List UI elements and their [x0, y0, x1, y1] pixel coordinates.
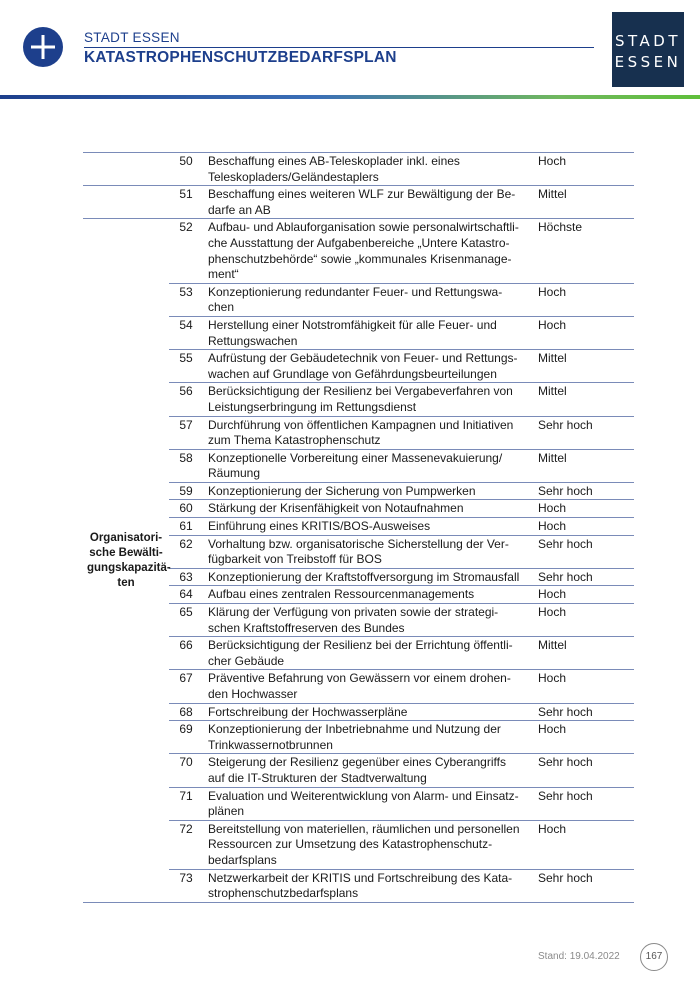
- measure-priority: Sehr hoch: [528, 568, 634, 586]
- measure-description: Bereitstellung von materiellen, räumlichen und personellen Ressourcen zur Umsetzung des Katastrophenschutzbedarfsplans: [203, 820, 528, 869]
- measure-number: 63: [169, 568, 203, 586]
- document-title: KATASTROPHENSCHUTZBEDARFSPLAN: [84, 49, 397, 66]
- table-row: [83, 219, 634, 283]
- measure-number: 69: [169, 721, 203, 754]
- measure-description: Steigerung der Resilienz gegenüber eines Cyberangriffs auf die IT-Strukturen der Stadtverwaltung: [203, 754, 528, 787]
- measure-description: Klärung der Verfügung von privaten sowie der strategischen Kraftstoffreserven des Bundes: [203, 604, 528, 637]
- table-row: [83, 153, 634, 186]
- measure-description: Durchführung von öffentlichen Kampagnen und Initiativen zum Thema Katastrophenschutz: [203, 416, 528, 449]
- measure-number: 50: [169, 153, 203, 186]
- measure-number: 52: [169, 219, 203, 283]
- measure-priority: Sehr hoch: [528, 787, 634, 820]
- category-empty-cell: [83, 186, 169, 219]
- measure-description: Konzeptionierung der Inbetriebnahme und Nutzung der Trinkwassernotbrunnen: [203, 721, 528, 754]
- measure-description: Beschaffung eines weiteren WLF zur Bewältigung der Bedarfe an AB: [203, 186, 528, 219]
- measure-number: 67: [169, 670, 203, 703]
- measure-description: Konzeptionierung der Kraftstoffversorgung im Stromausfall: [203, 568, 528, 586]
- measure-number: 55: [169, 350, 203, 383]
- measure-description: Berücksichtigung der Resilienz bei der Errichtung öffentlicher Gebäude: [203, 637, 528, 670]
- measure-priority: Sehr hoch: [528, 754, 634, 787]
- measure-description: Konzeptionierung redundanter Feuer- und Rettungswachen: [203, 283, 528, 316]
- category-cell: [83, 219, 169, 902]
- measure-number: 57: [169, 416, 203, 449]
- measure-number: 59: [169, 482, 203, 500]
- measure-priority: Mittel: [528, 186, 634, 219]
- measure-priority: Sehr hoch: [528, 535, 634, 568]
- measure-description: Präventive Befahrung von Gewässern vor einem drohenden Hochwasser: [203, 670, 528, 703]
- measure-description: Herstellung einer Notstromfähigkeit für alle Feuer- und Rettungswachen: [203, 316, 528, 349]
- plus-icon: [23, 27, 63, 67]
- category-line: ten: [117, 576, 135, 589]
- measure-number: 65: [169, 604, 203, 637]
- measure-number: 60: [169, 500, 203, 518]
- measure-number: 53: [169, 283, 203, 316]
- measure-number: 62: [169, 535, 203, 568]
- measures-table-wrapper: [83, 152, 617, 903]
- measure-number: 54: [169, 316, 203, 349]
- document-date: Stand: 19.04.2022: [538, 951, 620, 962]
- measure-priority: Hoch: [528, 153, 634, 186]
- measure-priority: Hoch: [528, 316, 634, 349]
- measure-priority: Mittel: [528, 350, 634, 383]
- measures-table-body: [83, 153, 634, 903]
- measure-priority: Sehr hoch: [528, 416, 634, 449]
- measure-number: 56: [169, 383, 203, 416]
- measure-description: Netzwerkarbeit der KRITIS und Fortschreibung des Katastrophenschutzbedarfsplans: [203, 869, 528, 902]
- category-empty-cell: [83, 153, 169, 186]
- measure-priority: Mittel: [528, 383, 634, 416]
- measure-number: 64: [169, 586, 203, 604]
- header-divider: [84, 47, 594, 48]
- measure-description: Evaluation und Weiterentwicklung von Alarm- und Einsatzplänen: [203, 787, 528, 820]
- stadt-essen-logo: [612, 12, 684, 87]
- org-name: STADT ESSEN: [84, 30, 180, 45]
- measure-description: Aufbau- und Ablauforganisation sowie personalwirtschaftliche Ausstattung der Aufgabenbereiche „Untere Katastrophenschutzbehörde“ sowie „kommunales Krisenmanagement“: [203, 219, 528, 283]
- page-header: [0, 0, 700, 100]
- measure-description: Berücksichtigung der Resilienz bei Vergabeverfahren von Leistungserbringung im Rettungsdienst: [203, 383, 528, 416]
- measure-number: 66: [169, 637, 203, 670]
- measure-description: Konzeptionelle Vorbereitung einer Massenevakuierung/ Räumung: [203, 449, 528, 482]
- measures-table: [83, 152, 634, 903]
- measure-description: Stärkung der Krisenfähigkeit von Notaufnahmen: [203, 500, 528, 518]
- measure-number: 71: [169, 787, 203, 820]
- category-line: Organisatori-: [89, 531, 163, 544]
- category-line: gungskapazitä-: [87, 561, 171, 574]
- table-row: [83, 186, 634, 219]
- measure-description: Aufrüstung der Gebäudetechnik von Feuer- und Rettungswachen auf Grundlage von Gefährdungsbeurteilungen: [203, 350, 528, 383]
- measure-number: 72: [169, 820, 203, 869]
- measure-number: 73: [169, 869, 203, 902]
- logo-text-line1: STADT: [615, 32, 681, 50]
- category-line: sche Bewälti-: [89, 546, 163, 559]
- measure-priority: Mittel: [528, 637, 634, 670]
- logo-text-line2: ESSEN: [614, 53, 682, 71]
- measure-number: 51: [169, 186, 203, 219]
- measure-priority: Hoch: [528, 820, 634, 869]
- measure-priority: Hoch: [528, 604, 634, 637]
- measure-priority: Hoch: [528, 518, 634, 536]
- measure-priority: Hoch: [528, 670, 634, 703]
- header-gradient-bar: [0, 95, 700, 99]
- measure-priority: Höchste: [528, 219, 634, 283]
- measure-priority: Sehr hoch: [528, 703, 634, 721]
- measure-number: 70: [169, 754, 203, 787]
- measure-description: Beschaffung eines AB-Teleskoplader inkl. eines Teleskopladers/Geländestaplers: [203, 153, 528, 186]
- measure-priority: Mittel: [528, 449, 634, 482]
- measure-description: Vorhaltung bzw. organisatorische Sicherstellung der Verfügbarkeit von Treibstoff für BOS: [203, 535, 528, 568]
- measure-description: Fortschreibung der Hochwasserpläne: [203, 703, 528, 721]
- measure-description: Aufbau eines zentralen Ressourcenmanagements: [203, 586, 528, 604]
- measure-description: Konzeptionierung der Sicherung von Pumpwerken: [203, 482, 528, 500]
- measure-priority: Sehr hoch: [528, 869, 634, 902]
- measure-number: 58: [169, 449, 203, 482]
- measure-priority: Hoch: [528, 500, 634, 518]
- measure-description: Einführung eines KRITIS/BOS-Ausweises: [203, 518, 528, 536]
- measure-number: 61: [169, 518, 203, 536]
- measure-priority: Hoch: [528, 721, 634, 754]
- measure-number: 68: [169, 703, 203, 721]
- measure-priority: Sehr hoch: [528, 482, 634, 500]
- page-number: 167: [640, 943, 668, 971]
- measure-priority: Hoch: [528, 586, 634, 604]
- measure-priority: Hoch: [528, 283, 634, 316]
